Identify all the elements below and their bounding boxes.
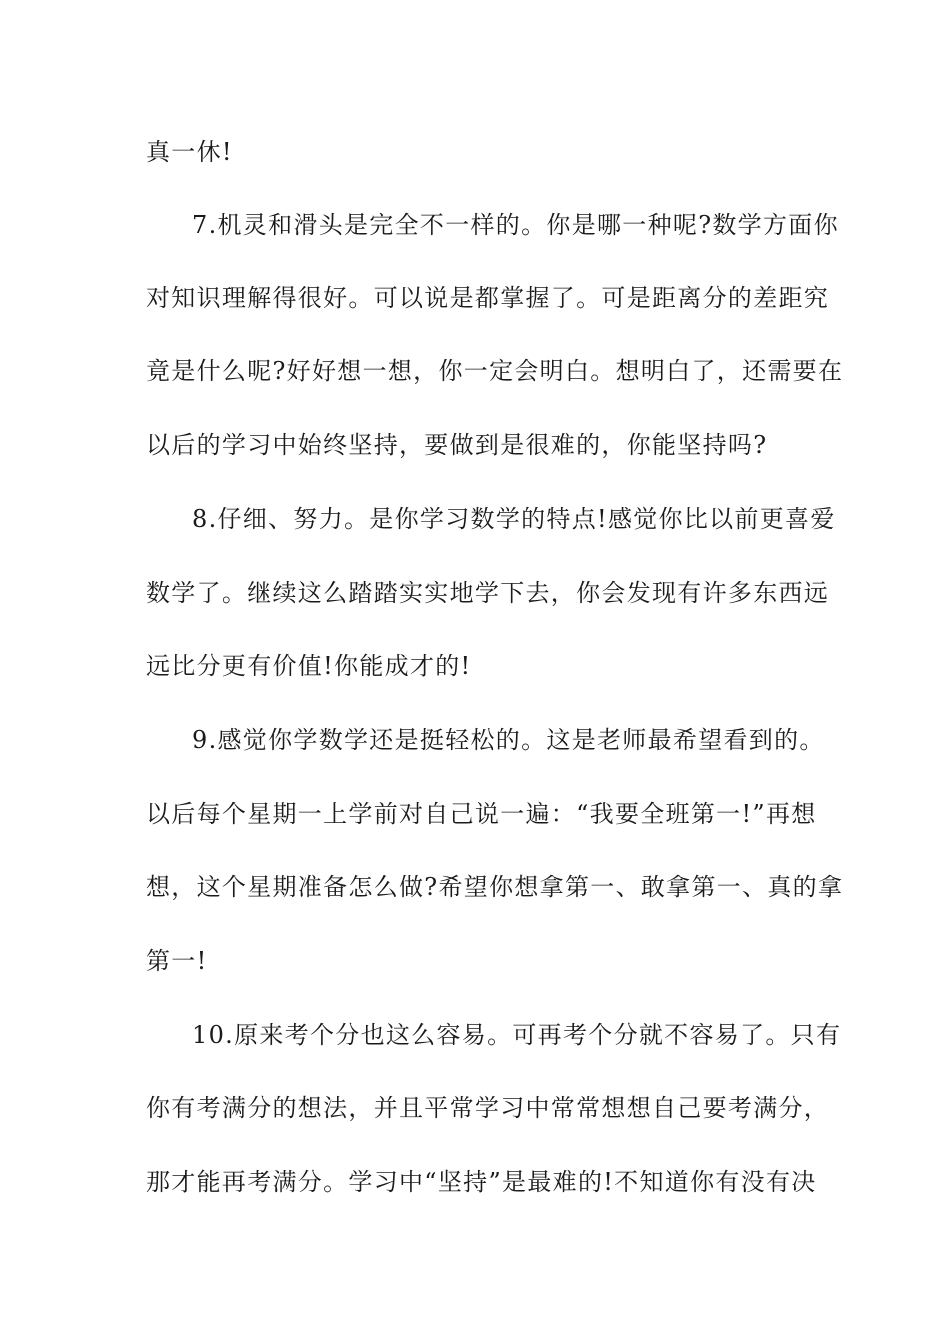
- text-line: 第一!: [146, 947, 208, 975]
- paragraph-9-start: 9.感觉你学数学还是挺轻松的。这是老师最希望看到的。: [192, 726, 825, 754]
- text-line: 你有考满分的想法，并且平常学习中常常想想自己要考满分，: [146, 1094, 830, 1122]
- text-line: 真一休!: [146, 138, 233, 166]
- text-line: 以后每个星期一上学前对自己说一遍：“我要全班第一!”再想: [146, 800, 817, 828]
- text-line: 数学了。继续这么踏踏实实地学下去，你会发现有许多东西远: [146, 579, 830, 607]
- text-line: 远比分更有价值!你能成才的!: [146, 652, 472, 680]
- text-line: 想，这个星期准备怎么做?希望你想拿第一、敢拿第一、真的拿: [146, 873, 844, 901]
- text-line: 竟是什么呢?好好想一想，你一定会明白。想明白了，还需要在: [146, 357, 844, 385]
- text-line: 以后的学习中始终坚持，要做到是很难的，你能坚持吗?: [146, 431, 768, 459]
- text-line: 那才能再考满分。学习中“坚持”是最难的!不知道你有没有决: [146, 1168, 817, 1196]
- paragraph-10-start: 10.原来考个分也这么容易。可再考个分就不容易了。只有: [192, 1021, 842, 1049]
- paragraph-8-start: 8.仔细、努力。是你学习数学的特点!感觉你比以前更喜爱: [192, 505, 836, 533]
- text-line: 对知识理解得很好。可以说是都掌握了。可是距离分的差距究: [146, 284, 830, 312]
- paragraph-7-start: 7.机灵和滑头是完全不一样的。你是哪一种呢?数学方面你: [192, 211, 839, 239]
